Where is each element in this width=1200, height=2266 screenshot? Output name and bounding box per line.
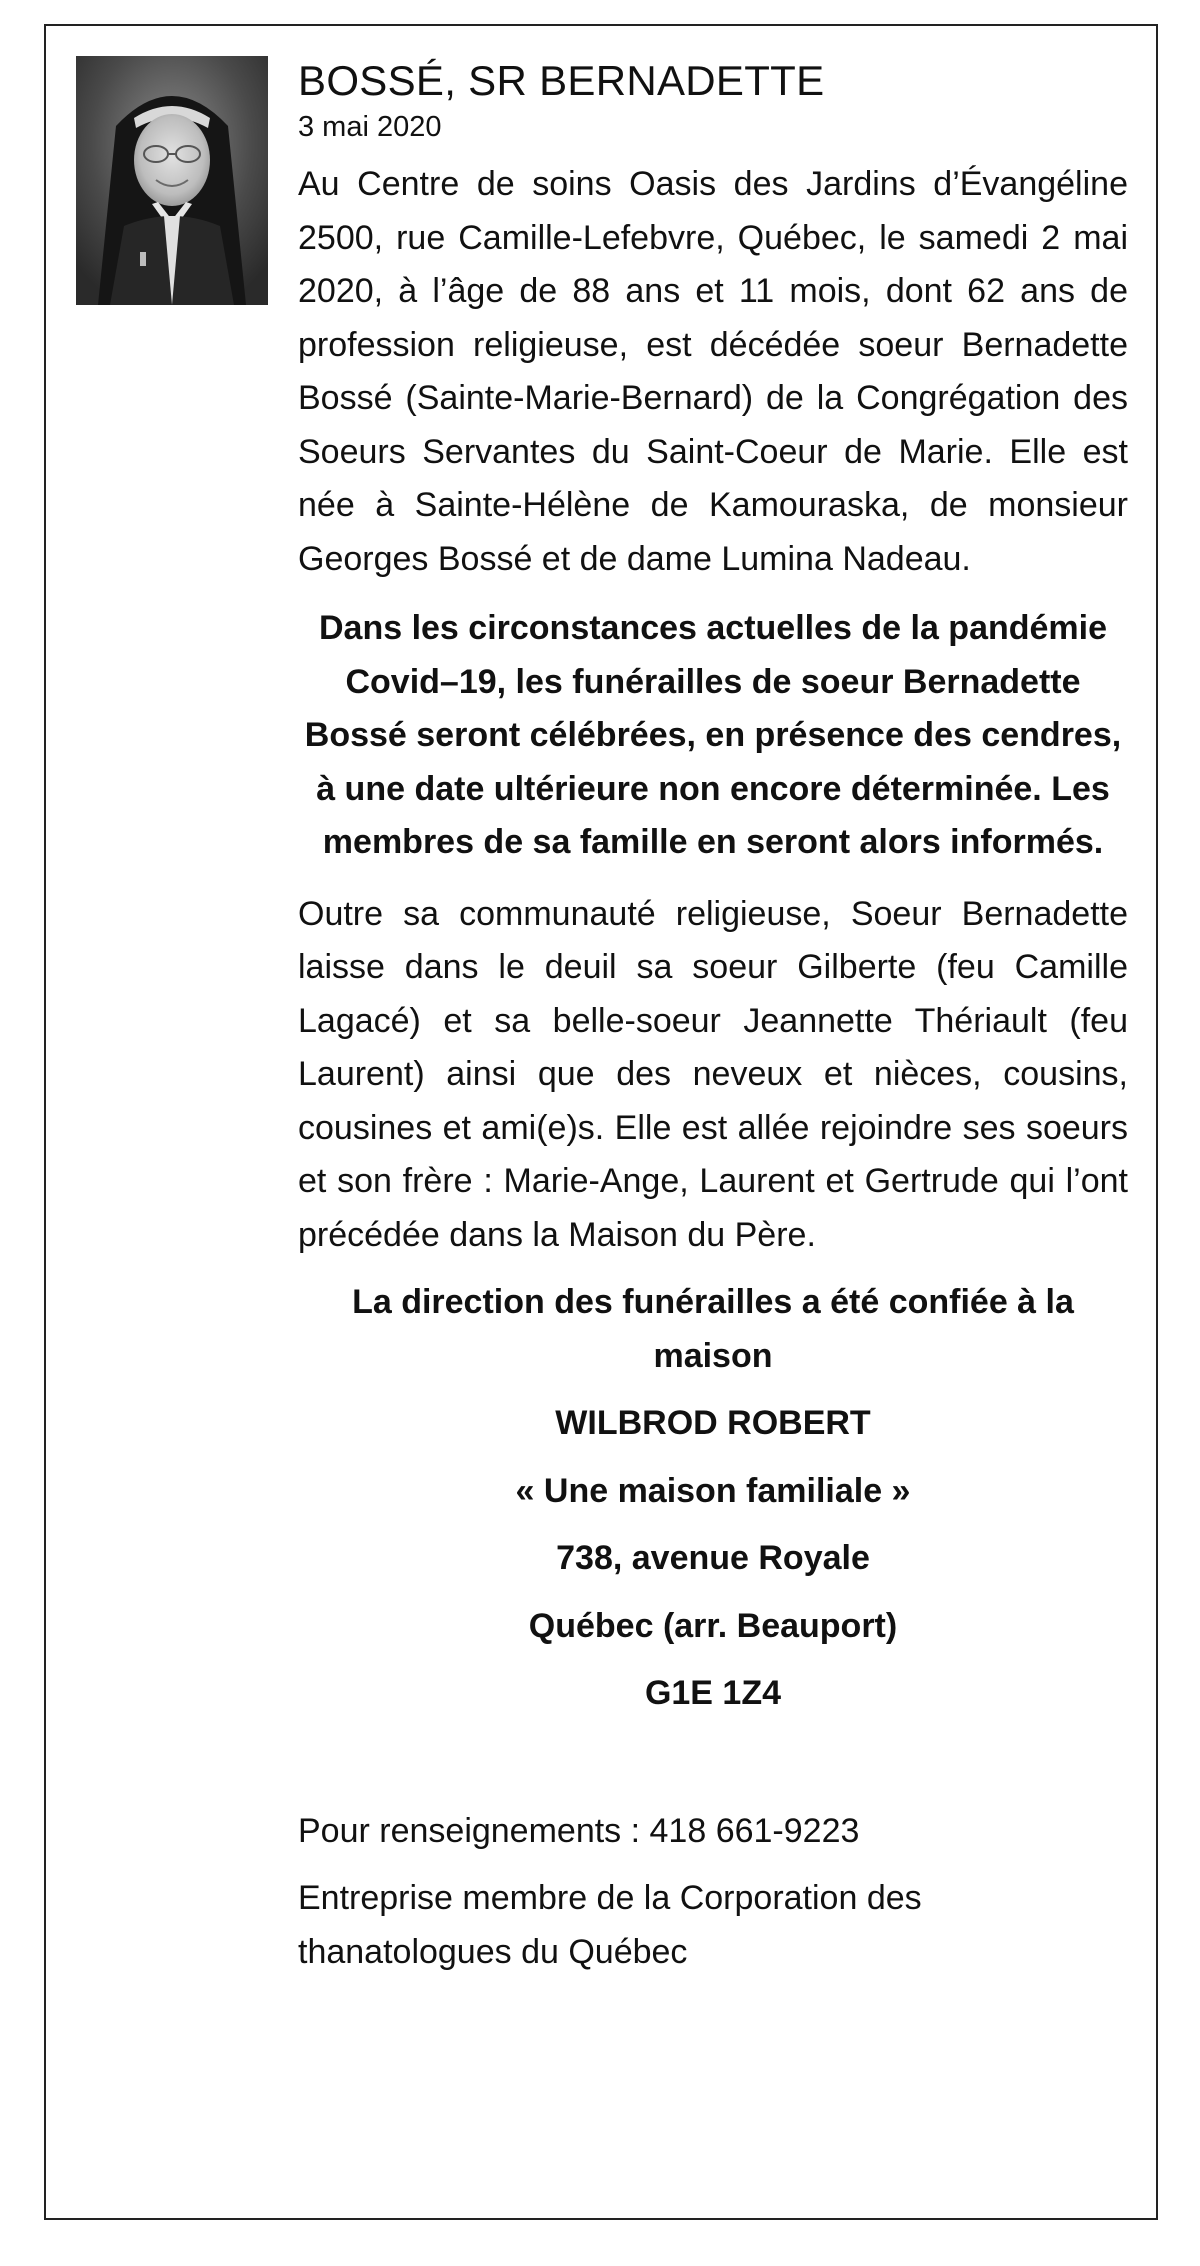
deceased-name: BOSSÉ, SR BERNADETTE <box>298 57 825 104</box>
covid-notice: Dans les circonstances actuelles de la pandémie Covid–19, les funérailles de soeur Bernadette Bossé seront célébrées, en présence des cendres, à une date ultérieure non encore déterminée. Les membres de sa famille en seront alors informés. <box>304 609 1122 861</box>
funeral-home-slogan: « Une maison familiale » <box>515 1471 911 1510</box>
funeral-home-postal-code: G1E 1Z4 <box>644 1674 782 1712</box>
info-phone: Pour renseignements : 418 661-9223 <box>298 1811 860 1850</box>
obituary-paragraph-2: Outre sa communauté religieuse, Soeur Bernadette laisse dans le deuil sa soeur Gilberte (feu Camille Lagacé) et sa belle-soeur Jeannette Thériault (feu Laurent) ainsi que des neveux et nièces, cousins, cousines et ami(e)s. Elle est allée rejoindre ses soeurs et son frère : Marie-Ange, Laurent et Gertrude qui l’ont précédée dans la Maison du Père. <box>298 894 1128 1254</box>
funeral-home-address: 738, avenue Royale <box>556 1539 870 1577</box>
portrait-photo <box>76 56 268 305</box>
notice-content <box>298 54 1128 1979</box>
membership-statement: Entreprise membre de la Corporation des thanatologues du Québec <box>298 1879 922 1971</box>
obituary-paragraph-1: Au Centre de soins Oasis des Jardins d’Évangéline 2500, rue Camille-Lefebvre, Québec, le samedi 2 mai 2020, à l’âge de 88 ans et 11 mois, dont 62 ans de profession religieuse, est décédée soeur Bernadette Bossé (Sainte-Marie-Bernard) de la Congrégation des Soeurs Servantes du Saint-Coeur de Marie. Elle est née à Sainte-Hélène de Kamouraska, de monsieur Georges Bossé et de dame Lumina Nadeau. <box>298 165 1128 578</box>
publication-date: 3 mai 2020 <box>298 111 442 143</box>
funeral-direction: La direction des funérailles a été confiée à la maison <box>352 1283 1074 1375</box>
portrait-image <box>76 56 268 305</box>
funeral-home-name: WILBROD ROBERT <box>555 1404 871 1442</box>
funeral-home-city: Québec (arr. Beauport) <box>528 1606 898 1645</box>
